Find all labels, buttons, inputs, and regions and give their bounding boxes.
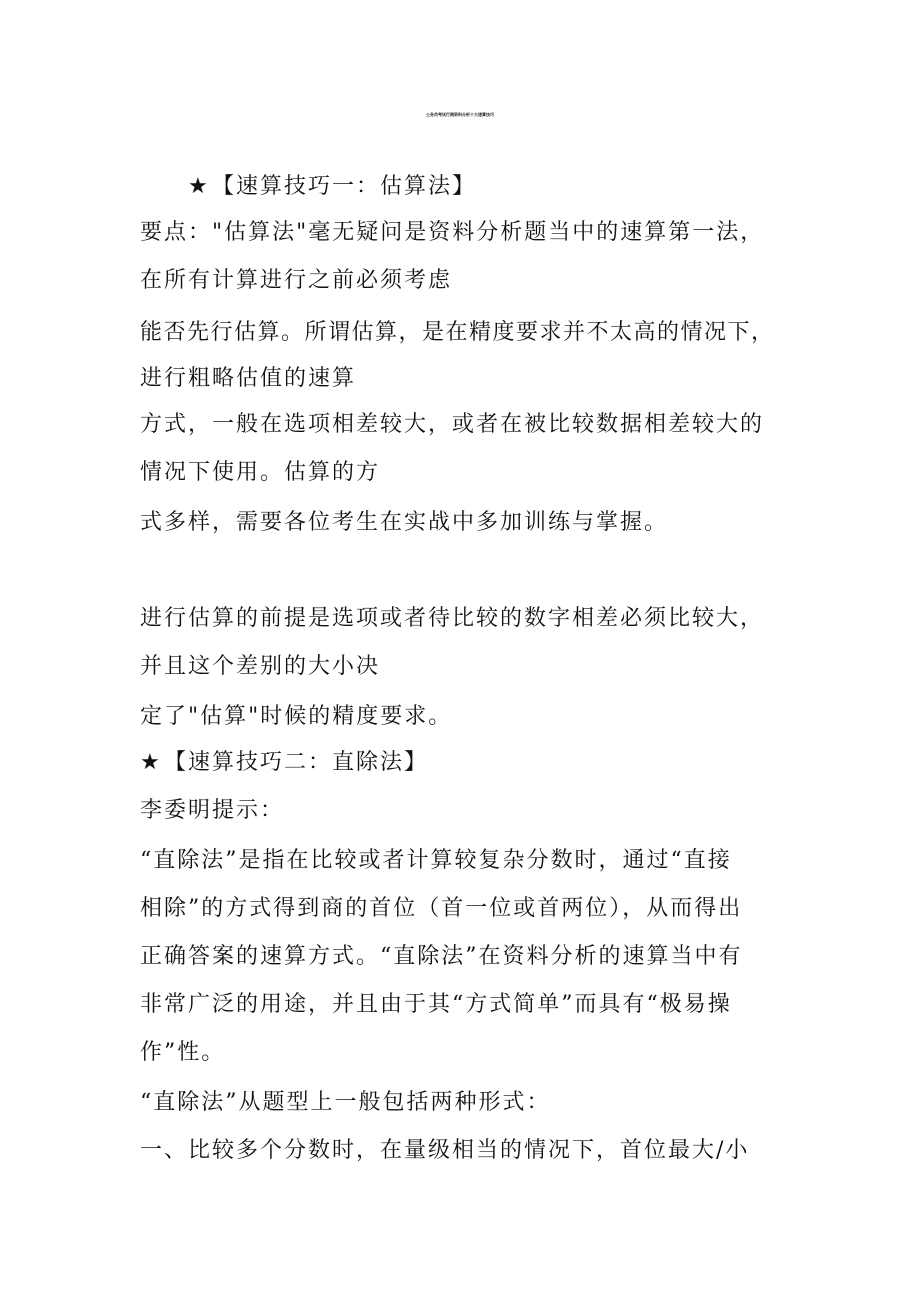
paragraph-line: 相除”的方式得到商的首位（首一位或首两位），从而得出: [140, 896, 743, 921]
paragraph-line: 进行估算的前提是选项或者待比较的数字相差必须比较大，: [140, 606, 765, 631]
paragraph-line: 式多样，需要各位考生在实战中多加训练与掌握。: [140, 510, 669, 535]
paragraph-line: 李委明提示：: [140, 798, 285, 823]
paragraph-line: 并且这个差别的大小决: [140, 654, 381, 679]
paragraph-line: 在所有计算进行之前必须考虑: [140, 268, 453, 293]
paragraph-line: 作”性。: [140, 1040, 226, 1065]
paragraph-line: 方式，一般在选项相差较大，或者在被比较数据相差较大的: [140, 412, 765, 437]
section-heading-1: 【速算技巧一：估算法】: [212, 174, 477, 199]
paragraph-line: 能否先行估算。所谓估算，是在精度要求并不太高的情况下，: [140, 320, 775, 345]
paragraph-line: “直除法”从题型上一般包括两种形式：: [140, 1090, 551, 1115]
star-icon: ★: [188, 174, 208, 199]
paragraph-line: 情况下使用。估算的方: [140, 460, 381, 485]
document-title: 公务员考试行测资料分析十大速算技巧: [426, 112, 494, 117]
paragraph-line: 非常广泛的用途，并且由于其“方式简单”而具有“极易操: [140, 992, 732, 1017]
paragraph-line: 一、比较多个分数时，在量级相当的情况下，首位最大/小: [140, 1138, 750, 1163]
star-icon: ★: [140, 750, 160, 775]
section-heading-2: 【速算技巧二：直除法】: [164, 750, 429, 775]
paragraph-line: 进行粗略估值的速算: [140, 366, 357, 391]
paragraph-line: 定了"估算"时候的精度要求。: [140, 704, 453, 729]
paragraph-line: 正确答案的速算方式。“直除法”在资料分析的速算当中有: [140, 944, 743, 969]
paragraph-line: “直除法”是指在比较或者计算较复杂分数时，通过“直接: [140, 848, 732, 873]
paragraph-line: 要点："估算法"毫无疑问是资料分析题当中的速算第一法，: [140, 220, 765, 245]
